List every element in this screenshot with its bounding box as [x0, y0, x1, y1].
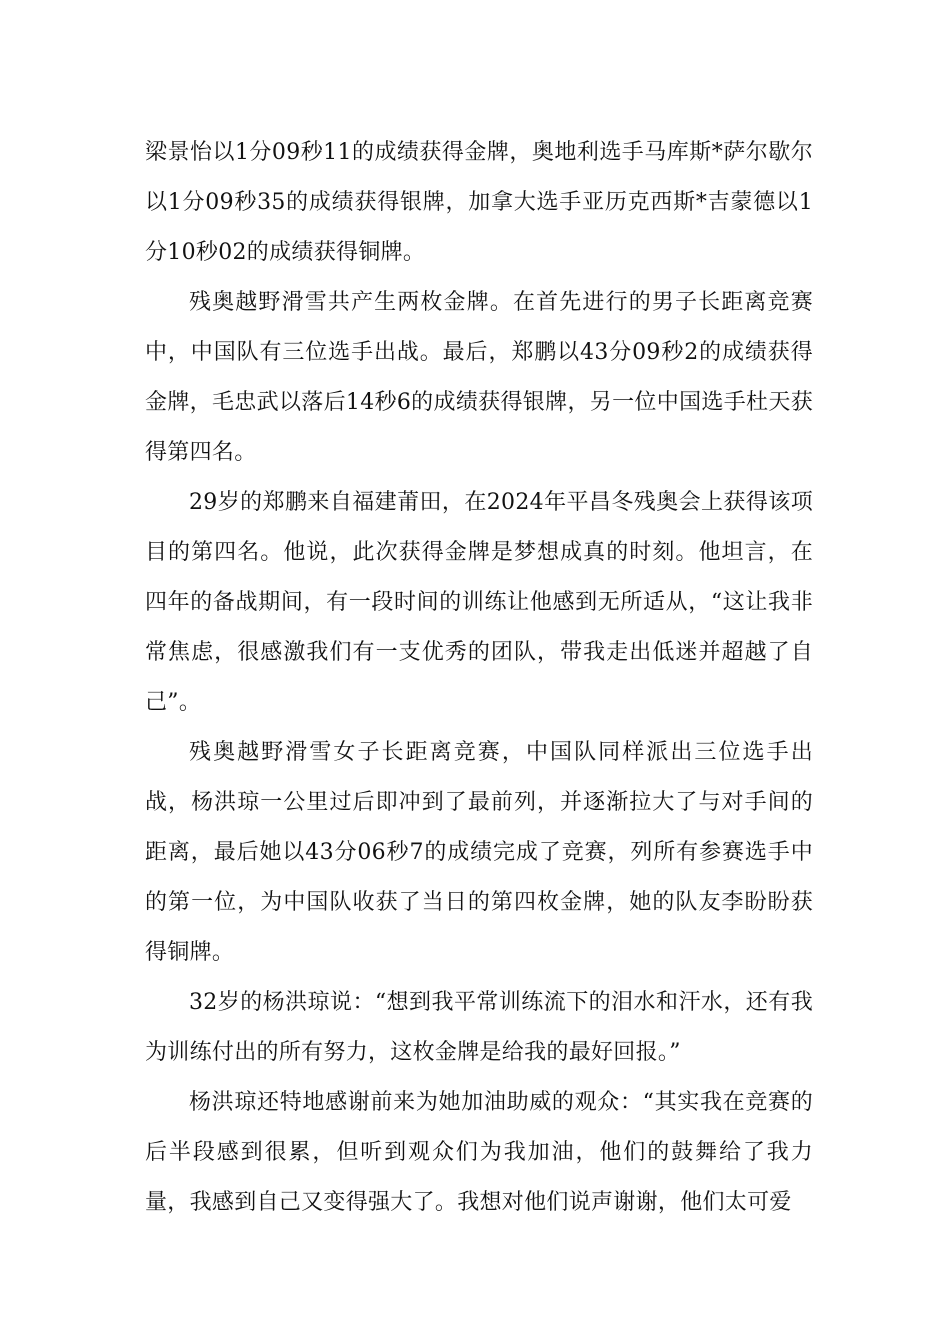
article-body	[145, 128, 813, 1228]
paragraph-yang-hongqiong-quote: 32岁的杨洪琼说：“想到我平常训练流下的泪水和汗水，还有我为训练付出的所有努力，这枚金牌是给我的最好回报。”	[145, 990, 813, 1065]
paragraph-mens-long-distance: 残奥越野滑雪共产生两枚金牌。在首先进行的男子长距离竞赛中，中国队有三位选手出战。最后，郑鹏以43分09秒2的成绩获得金牌，毛忠武以落后14秒6的成绩获得银牌，另一位中国选手杜天获得第四名。	[145, 290, 813, 465]
paragraph-zheng-peng: 29岁的郑鹏来自福建莆田，在2024年平昌冬残奥会上获得该项目的第四名。他说，此次获得金牌是梦想成真的时刻。他坦言，在四年的备战期间，有一段时间的训练让他感到无所适从，“这让我非常焦虑，很感激我们有一支优秀的团队，带我走出低迷并超越了自己”。	[145, 490, 813, 715]
paragraph-thanks-audience: 杨洪琼还特地感谢前来为她加油助威的观众：“其实我在竞赛的后半段感到很累，但听到观众们为我加油，他们的鼓舞给了我力量，我感到自己又变得强大了。我想对他们说声谢谢，他们太可爱	[145, 1090, 813, 1215]
paragraph-womens-long-distance: 残奥越野滑雪女子长距离竞赛，中国队同样派出三位选手出战，杨洪琼一公里过后即冲到了最前列，并逐渐拉大了与对手间的距离，最后她以43分06秒7的成绩完成了竞赛，列所有参赛选手中的第一位，为中国队收获了当日的第四枚金牌，她的队友李盼盼获得铜牌。	[145, 740, 813, 965]
paragraph-continuation: 梁景怡以1分09秒11的成绩获得金牌，奥地利选手马库斯*萨尔歇尔以1分09秒35的成绩获得银牌，加拿大选手亚历克西斯*吉蒙德以1分10秒02的成绩获得铜牌。	[145, 140, 813, 265]
